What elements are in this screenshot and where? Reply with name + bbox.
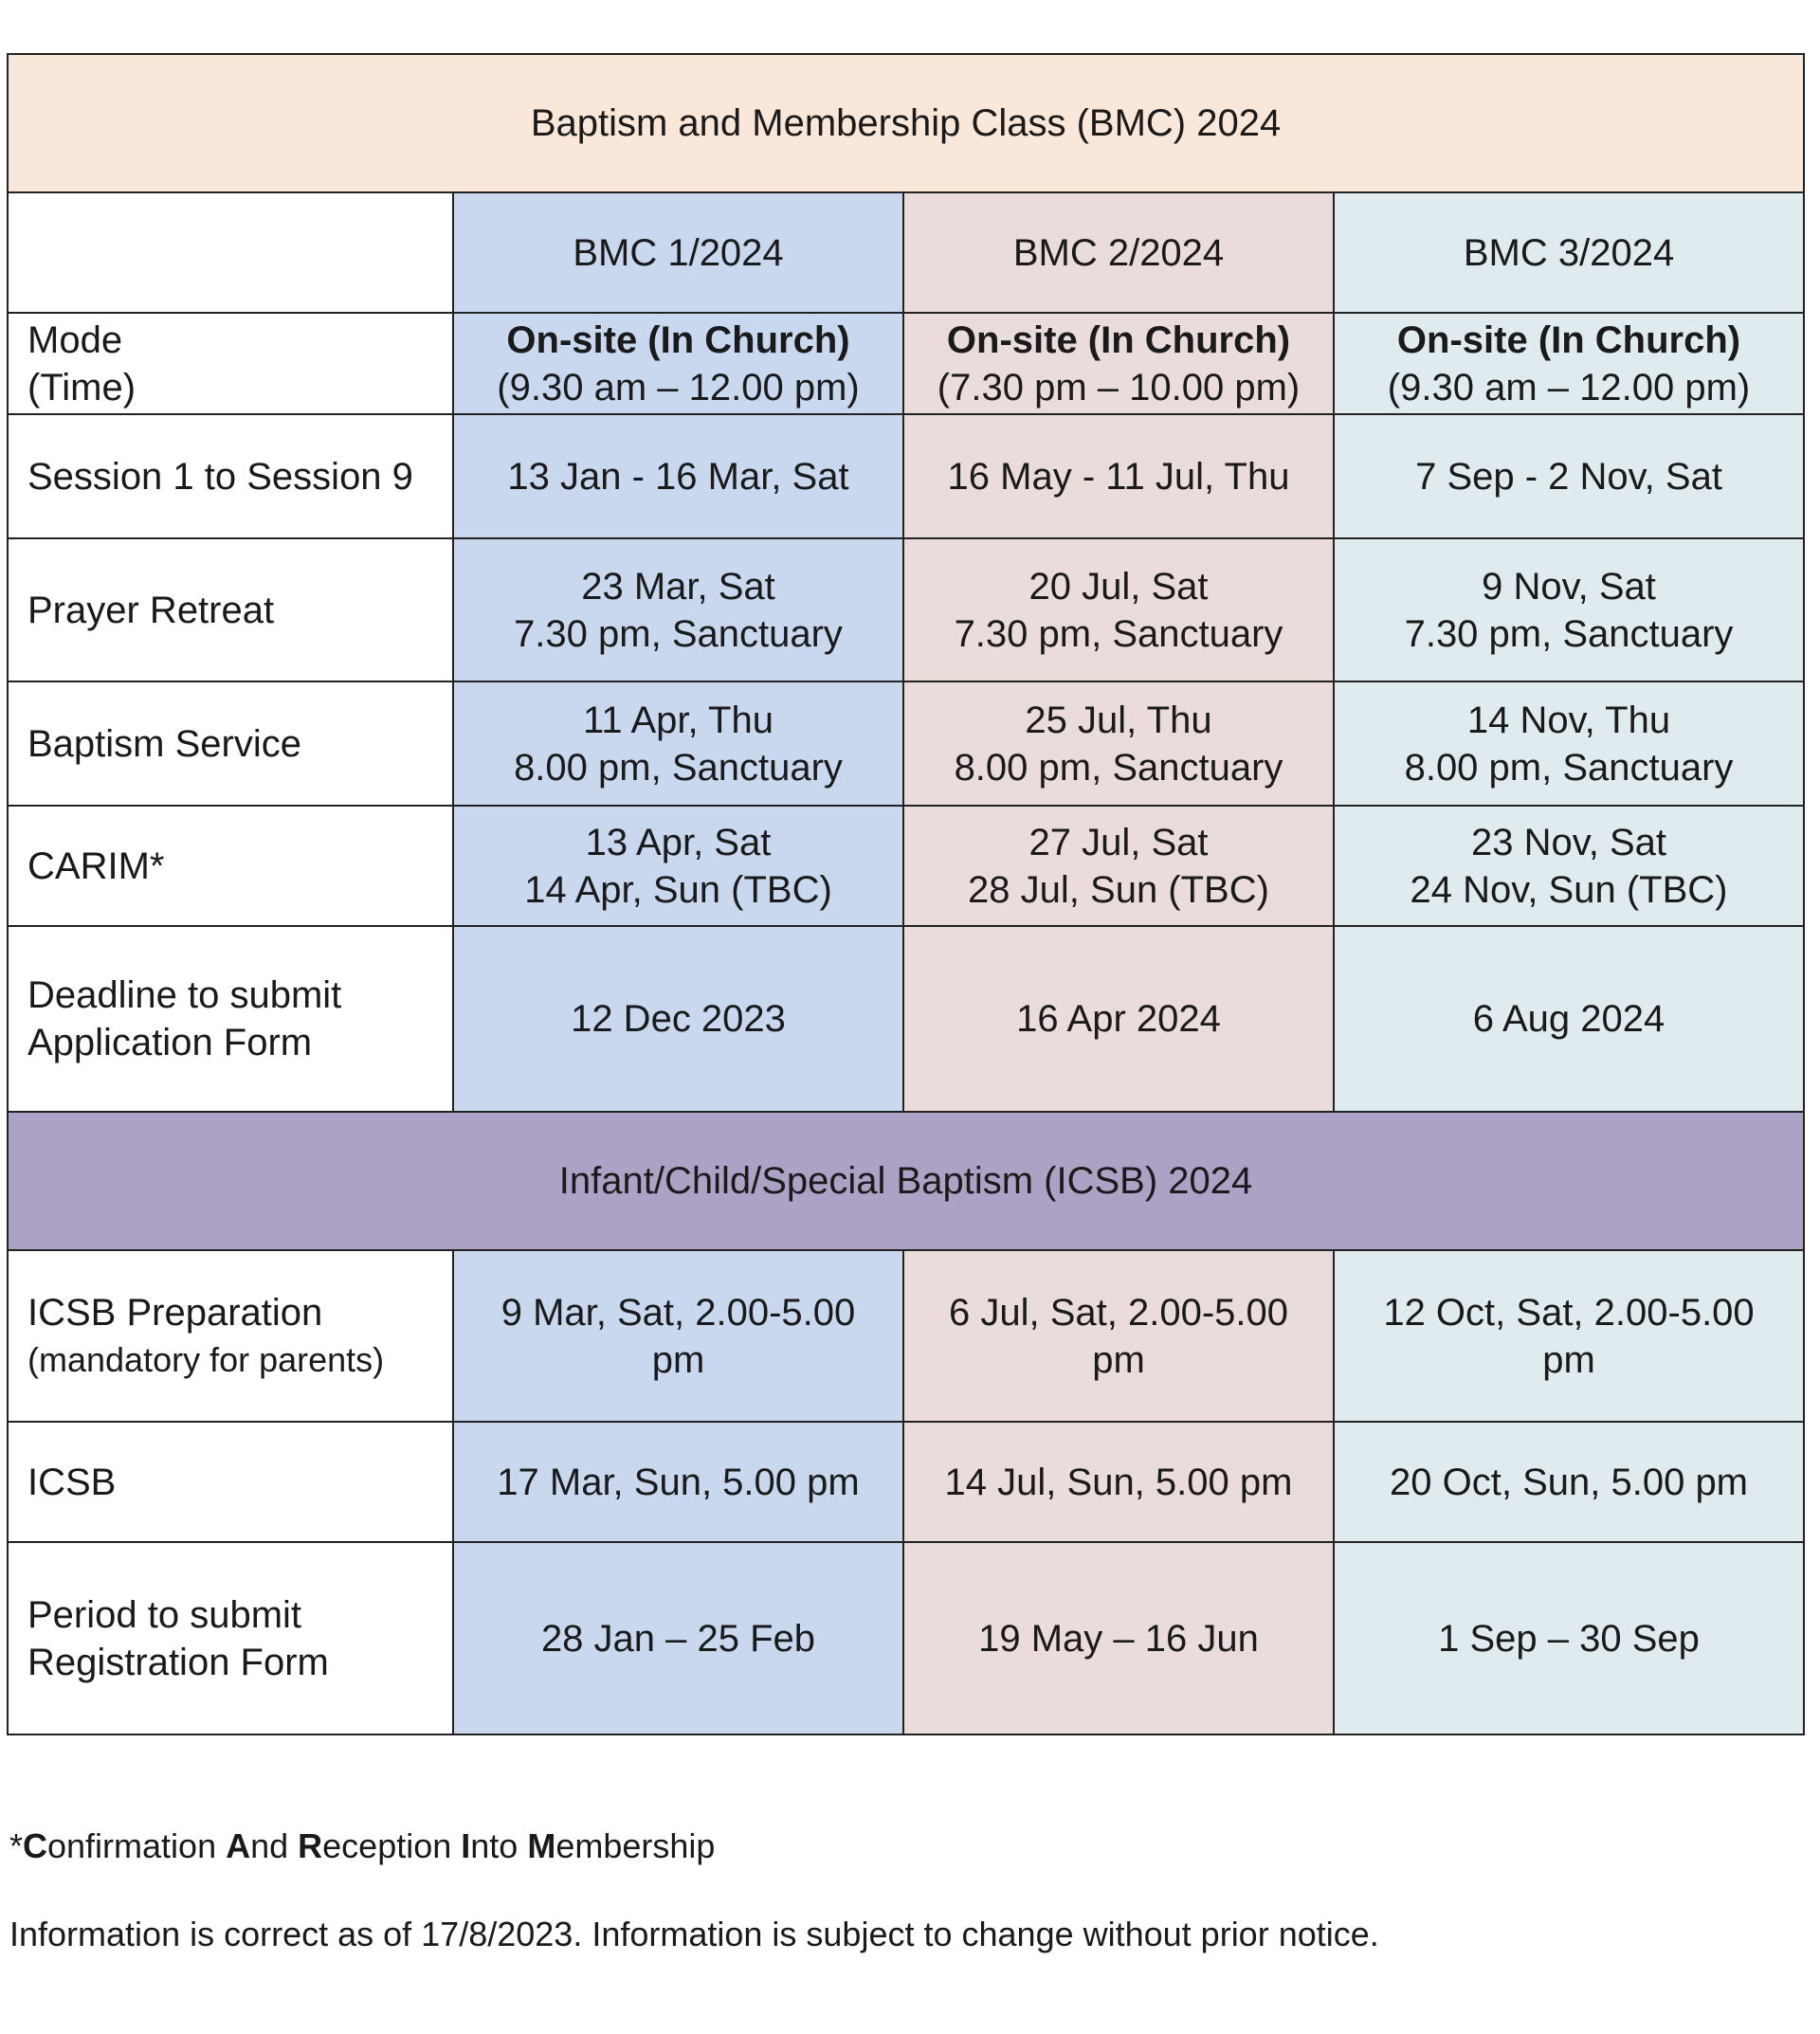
- mode-cell-bmc1: On-site (In Church) (9.30 am – 12.00 pm): [453, 313, 903, 414]
- schedule-table: [7, 53, 1805, 1735]
- table-row-icsb: [8, 1422, 1804, 1542]
- period-cell-2: 19 May – 16 Jun: [903, 1542, 1334, 1734]
- icsb-preparation-cell-3: 12 Oct, Sat, 2.00-5.00 pm: [1334, 1250, 1804, 1422]
- column-header-bmc2: BMC 2/2024: [903, 192, 1334, 313]
- icsb-cell-2: 14 Jul, Sun, 5.00 pm: [903, 1422, 1334, 1542]
- prayer-retreat-cell-bmc3: 9 Nov, Sat 7.30 pm, Sanctuary: [1334, 538, 1804, 681]
- deadline-cell-bmc2: 16 Apr 2024: [903, 926, 1334, 1112]
- table-row-prayer-retreat: [8, 538, 1804, 681]
- bmc-title: Baptism and Membership Class (BMC) 2024: [8, 54, 1804, 192]
- row-label-deadline: Deadline to submit Application Form: [8, 926, 453, 1112]
- column-header-bmc1: BMC 1/2024: [453, 192, 903, 313]
- prayer-retreat-cell-bmc2: 20 Jul, Sat 7.30 pm, Sanctuary: [903, 538, 1334, 681]
- table-row-period: [8, 1542, 1804, 1734]
- icsb-cell-1: 17 Mar, Sun, 5.00 pm: [453, 1422, 903, 1542]
- disclaimer-text: Information is correct as of 17/8/2023. Information is subject to change without prior notice.: [9, 1915, 1379, 1953]
- mode-cell-bmc3: On-site (In Church) (9.30 am – 12.00 pm): [1334, 313, 1804, 414]
- row-label-sessions: Session 1 to Session 9: [8, 414, 453, 538]
- deadline-cell-bmc1: 12 Dec 2023: [453, 926, 903, 1112]
- icsb-preparation-cell-2: 6 Jul, Sat, 2.00-5.00 pm: [903, 1250, 1334, 1422]
- icsb-preparation-cell-1: 9 Mar, Sat, 2.00-5.00 pm: [453, 1250, 903, 1422]
- sessions-cell-bmc3: 7 Sep - 2 Nov, Sat: [1334, 414, 1804, 538]
- prayer-retreat-cell-bmc1: 23 Mar, Sat 7.30 pm, Sanctuary: [453, 538, 903, 681]
- sessions-cell-bmc2: 16 May - 11 Jul, Thu: [903, 414, 1334, 538]
- mode-cell-bmc2: On-site (In Church) (7.30 pm – 10.00 pm): [903, 313, 1334, 414]
- table-row-sessions: [8, 414, 1804, 538]
- carim-cell-bmc2: 27 Jul, Sat 28 Jul, Sun (TBC): [903, 806, 1334, 926]
- row-label-baptism-service: Baptism Service: [8, 681, 453, 806]
- row-label-icsb-preparation: ICSB Preparation (mandatory for parents): [8, 1250, 453, 1422]
- carim-cell-bmc1: 13 Apr, Sat 14 Apr, Sun (TBC): [453, 806, 903, 926]
- table-row-deadline: [8, 926, 1804, 1112]
- baptism-service-cell-bmc2: 25 Jul, Thu 8.00 pm, Sanctuary: [903, 681, 1334, 806]
- row-label-period: Period to submit Registration Form: [8, 1542, 453, 1734]
- table-row-mode: [8, 313, 1804, 414]
- carim-footnote: *Confirmation And Reception Into Membership: [9, 1826, 716, 1865]
- row-label-mode: Mode (Time): [8, 313, 453, 414]
- period-cell-1: 28 Jan – 25 Feb: [453, 1542, 903, 1734]
- baptism-service-cell-bmc1: 11 Apr, Thu 8.00 pm, Sanctuary: [453, 681, 903, 806]
- baptism-service-cell-bmc3: 14 Nov, Thu 8.00 pm, Sanctuary: [1334, 681, 1804, 806]
- row-label-prayer-retreat: Prayer Retreat: [8, 538, 453, 681]
- carim-cell-bmc3: 23 Nov, Sat 24 Nov, Sun (TBC): [1334, 806, 1804, 926]
- row-label-icsb: ICSB: [8, 1422, 453, 1542]
- icsb-title: Infant/Child/Special Baptism (ICSB) 2024: [8, 1112, 1804, 1250]
- table-row-baptism-service: [8, 681, 1804, 806]
- icsb-cell-3: 20 Oct, Sun, 5.00 pm: [1334, 1422, 1804, 1542]
- row-label-carim: CARIM*: [8, 806, 453, 926]
- column-header-bmc3: BMC 3/2024: [1334, 192, 1804, 313]
- table-row-icsb-preparation: [8, 1250, 1804, 1422]
- sessions-cell-bmc1: 13 Jan - 16 Mar, Sat: [453, 414, 903, 538]
- header-empty-cell: [8, 192, 453, 313]
- deadline-cell-bmc3: 6 Aug 2024: [1334, 926, 1804, 1112]
- table-row-carim: [8, 806, 1804, 926]
- period-cell-3: 1 Sep – 30 Sep: [1334, 1542, 1804, 1734]
